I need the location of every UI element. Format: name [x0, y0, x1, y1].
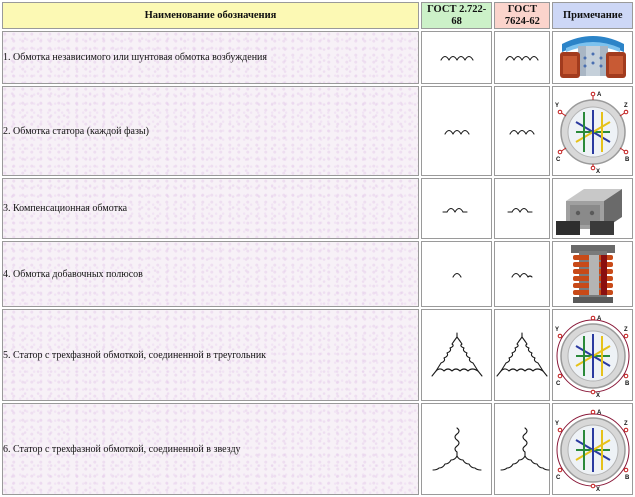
- row-label: 3. Компенсационная обмотка: [2, 178, 419, 239]
- stator-delta-image: [552, 309, 633, 401]
- field-winding-pole-image: [552, 31, 633, 83]
- table-row: [2, 178, 633, 239]
- gost1-star-symbol: [421, 403, 492, 495]
- terminal-label: A: [596, 316, 602, 323]
- gost2-coil-symbol: [494, 241, 550, 308]
- gost2-coil-symbol: [494, 86, 550, 177]
- header-gost-7624-62: ГОСТ 7624-62: [494, 2, 550, 29]
- header-gost-2-722-68: ГОСТ 2.722-68: [421, 2, 492, 29]
- table-row: [2, 403, 633, 495]
- terminal-label: Z: [623, 327, 628, 334]
- terminal-label: B: [624, 475, 630, 482]
- row-label: 6. Статор с трехфазной обмоткой, соединенной в звезду: [2, 403, 419, 495]
- terminal-label: Y: [554, 327, 559, 334]
- terminal-label: Z: [623, 421, 628, 428]
- header-row: [2, 2, 633, 29]
- row-label: 5. Статор с трехфазной обмоткой, соединенной в треугольник: [2, 309, 419, 401]
- table-row: [2, 31, 633, 83]
- table-row: [2, 241, 633, 308]
- terminal-label: A: [596, 92, 602, 99]
- header-note: Примечание: [552, 2, 633, 29]
- compensation-winding-image: [552, 178, 633, 239]
- gost1-coil-symbol: [421, 31, 492, 83]
- stator-winding-image: [552, 86, 633, 177]
- terminal-label: Y: [554, 421, 559, 428]
- gost2-delta-symbol: [494, 309, 550, 401]
- terminal-label: A: [596, 410, 602, 417]
- terminal-label: C: [555, 475, 561, 482]
- terminal-label: Z: [623, 103, 628, 110]
- gost1-coil-symbol: [421, 86, 492, 177]
- table-row: [2, 86, 633, 177]
- terminal-label: C: [555, 157, 561, 164]
- terminal-label: B: [624, 381, 630, 388]
- terminal-label: B: [624, 157, 630, 164]
- row-label: 4. Обмотка добавочных полюсов: [2, 241, 419, 308]
- gost2-coil-symbol: [494, 178, 550, 239]
- header-name: Наименование обозначения: [2, 2, 419, 29]
- gost2-coil-symbol: [494, 31, 550, 83]
- terminal-label: X: [595, 487, 600, 493]
- terminal-label: Y: [554, 103, 559, 110]
- gost1-coil-symbol: [421, 241, 492, 308]
- row-label: 1. Обмотка независимого или шунтовая обмотка возбуждения: [2, 31, 419, 83]
- terminal-label: X: [595, 393, 600, 399]
- auxiliary-pole-image: [552, 241, 633, 308]
- row-label: 2. Обмотка статора (каждой фазы): [2, 86, 419, 177]
- stator-star-image: [552, 403, 633, 495]
- terminal-label: C: [555, 381, 561, 388]
- gost2-star-symbol: [494, 403, 550, 495]
- table-row: [2, 309, 633, 401]
- gost1-coil-symbol: [421, 178, 492, 239]
- terminal-label: X: [595, 169, 600, 175]
- gost1-delta-symbol: [421, 309, 492, 401]
